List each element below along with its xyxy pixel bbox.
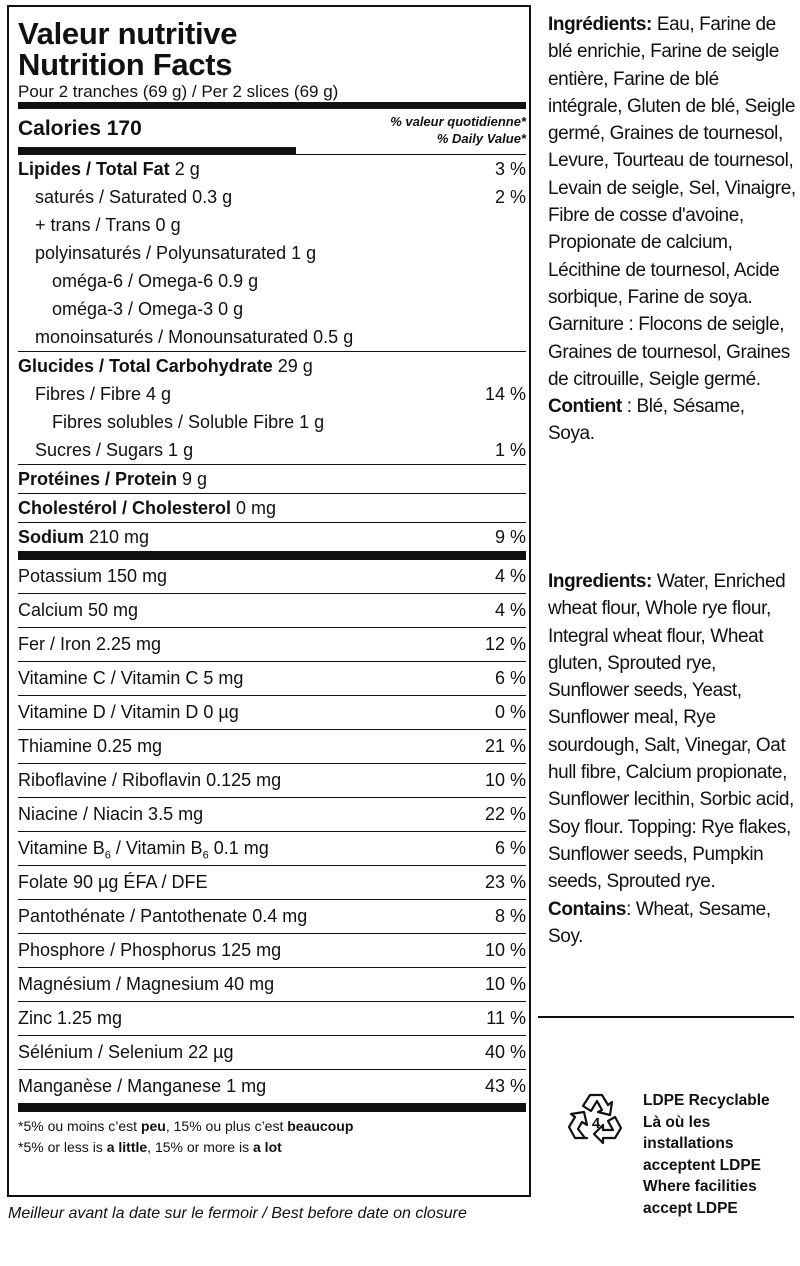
ingredients-fr-text: Eau, Farine de blé enrichie, Farine de seigle entière, Farine de blé intégrale, Gluten de blé, Seigle germé, Graines de tournesol, Levure, Tourteau de tournesol, Levain de seigle, Sel, Vinaigre, Fibre de cosse d'avoine, Propionate de calcium, Lécithine de tournesol, Acide sorbique, Farine de soya. Garniture : Flocons de seigle, Graines de tournesol, Graines de citrouille, Seigle germé. <box>548 14 796 390</box>
nutrient-row <box>18 380 526 408</box>
nutrient-label: Sodium 210 mg <box>18 527 150 547</box>
footnote-fr: *5% ou moins c’est peu, 15% ou plus c’est beaucoup <box>18 1118 354 1134</box>
recycle-ldpe-4-icon <box>563 1085 629 1151</box>
vitamin-percent: 10 % <box>484 770 526 790</box>
title-french: Valeur nutritive <box>18 16 238 51</box>
vitamin-label: Niacine / Niacin 3.5 mg <box>18 804 204 824</box>
vitamin-row <box>18 798 526 831</box>
vitamin-row <box>18 594 526 627</box>
vitamin-row <box>18 696 526 729</box>
vitamin-row <box>18 1002 526 1035</box>
vitamin-row <box>18 1036 526 1069</box>
vitamin-row <box>18 662 526 695</box>
recycling-line: LDPE Recyclable <box>643 1092 770 1109</box>
vitamin-row <box>18 730 526 763</box>
nutrient-row <box>18 211 526 239</box>
nutrition-facts-table <box>7 5 531 1197</box>
nutrient-label: Cholestérol / Cholesterol 0 mg <box>18 498 277 518</box>
ingredients-english <box>548 568 796 950</box>
ingredients-divider <box>538 1016 794 1018</box>
nutrient-label: saturés / Saturated 0.3 g <box>35 187 233 207</box>
vitamin-percent: 10 % <box>484 974 526 994</box>
vitamin-label: Calcium 50 mg <box>18 600 139 620</box>
nutrient-percent: 1 % <box>494 440 526 460</box>
vitamin-row <box>18 832 526 865</box>
recycling-info <box>643 1090 798 1219</box>
nutrient-label: oméga-3 / Omega-3 0 g <box>52 299 244 319</box>
dv-header-en: % Daily Value* <box>436 131 526 146</box>
daily-value-header <box>390 113 526 147</box>
recycling-line: installations <box>643 1135 734 1152</box>
serving-size: Pour 2 tranches (69 g) / Per 2 slices (69 g) <box>18 82 339 101</box>
recycling-line: Where facilities <box>643 1178 757 1195</box>
nutrient-percent: 9 % <box>494 527 526 547</box>
nutrient-row <box>18 436 526 464</box>
calories-underline <box>18 147 296 154</box>
contains-en-label: Contains <box>548 898 627 920</box>
nutrient-row <box>18 323 526 351</box>
nutrient-list <box>18 155 526 551</box>
nutrient-row <box>18 183 526 211</box>
vitamin-percent: 11 % <box>486 1008 526 1028</box>
vitamin-percent: 4 % <box>494 600 526 620</box>
vitamin-row <box>18 764 526 797</box>
nutrient-row <box>18 295 526 323</box>
vitamin-label: Sélénium / Selenium 22 µg <box>18 1042 234 1062</box>
vitamin-label: Vitamine C / Vitamin C 5 mg <box>18 668 244 688</box>
divider-thick-vitamins <box>18 551 526 560</box>
vitamin-percent: 22 % <box>484 804 526 824</box>
nutrient-label: polyinsaturés / Polyunsaturated 1 g <box>35 243 317 263</box>
vitamin-percent: 6 % <box>494 838 526 858</box>
vitamin-label: Riboflavine / Riboflavin 0.125 mg <box>18 770 282 790</box>
nutrient-label: oméga-6 / Omega-6 0.9 g <box>52 271 259 291</box>
vitamin-percent: 4 % <box>494 566 526 586</box>
nutrient-percent: 14 % <box>484 384 526 404</box>
divider-thick <box>18 102 526 109</box>
vitamin-percent: 10 % <box>484 940 526 960</box>
vitamin-label: Phosphore / Phosphorus 125 mg <box>18 940 282 960</box>
vitamin-percent: 23 % <box>484 872 526 892</box>
best-before-note: Meilleur avant la date sur le fermoir / Best before date on closure <box>8 1205 467 1222</box>
ingredients-french <box>548 11 796 448</box>
vitamin-label: Folate 90 µg ÉFA / DFE <box>18 872 208 892</box>
vitamin-row <box>18 628 526 661</box>
vitamin-label: Manganèse / Manganese 1 mg <box>18 1076 267 1096</box>
contains-fr-label: Contient <box>548 396 622 418</box>
vitamin-percent: 8 % <box>494 906 526 926</box>
vitamin-percent: 40 % <box>484 1042 526 1062</box>
recycling-line: Là où les <box>643 1113 711 1131</box>
recycle-code: 4 <box>591 1115 601 1132</box>
ingredients-en-text: Water, Enriched wheat flour, Whole rye flour, Integral wheat flour, Wheat gluten, Sprouted rye, Sunflower seeds, Yeast, Sunflower meal, Rye sourdough, Salt, Vinegar, Oat hull fibre, Calcium propionate, Sunflower lecithin, Sorbic acid, Soy flour. Topping: Rye flakes, Sunflower seeds, Pumpkin seeds, Sprouted rye. <box>548 571 794 893</box>
nutrient-row <box>18 155 526 183</box>
vitamin-label: Pantothénate / Pantothenate 0.4 mg <box>18 906 308 926</box>
nutrient-percent: 3 % <box>494 159 526 179</box>
title-english: Nutrition Facts <box>18 47 233 82</box>
nutrient-label: Protéines / Protein 9 g <box>18 469 208 489</box>
nutrient-row <box>18 267 526 295</box>
vitamin-row <box>18 1070 526 1103</box>
ingredients-en-label: Ingredients: <box>548 571 652 592</box>
vitamin-percent: 0 % <box>494 702 526 722</box>
vitamin-percent: 21 % <box>484 736 526 756</box>
vitamin-row <box>18 934 526 967</box>
contains-fr-text: : Blé, Sésame, Soya. <box>548 396 745 445</box>
vitamin-row <box>18 866 526 899</box>
vitamin-label: Zinc 1.25 mg <box>18 1008 123 1028</box>
nutrient-label: Fibres / Fibre 4 g <box>35 384 172 404</box>
recycling-line: accept LDPE <box>643 1199 738 1217</box>
nutrient-label: Glucides / Total Carbohydrate 29 g <box>18 356 313 376</box>
ingredients-fr-label: Ingrédients: <box>548 14 652 35</box>
vitamin-label: Thiamine 0.25 mg <box>18 736 163 756</box>
recycling-line: acceptent LDPE <box>643 1156 762 1174</box>
vitamin-row <box>18 900 526 933</box>
vitamin-label: Potassium 150 mg <box>18 566 168 586</box>
nutrient-row <box>18 239 526 267</box>
vitamin-percent: 43 % <box>484 1076 526 1096</box>
nutrition-facts-inner <box>18 7 526 1158</box>
nutrient-label: Lipides / Total Fat 2 g <box>18 159 200 179</box>
vitamin-row <box>18 968 526 1001</box>
vitamin-label: Vitamine $B_6$ / Vitamin $B_6$ 0.1 mg <box>18 838 269 862</box>
vitamin-label: Fer / Iron 2.25 mg <box>18 634 162 654</box>
nutrient-row <box>18 494 526 522</box>
calories-label: Calories 170 <box>18 117 142 140</box>
vitamin-row <box>18 560 526 593</box>
dv-header-fr: % valeur quotidienne* <box>390 114 526 129</box>
vitamin-percent: 12 % <box>484 634 526 654</box>
nutrient-row <box>18 465 526 493</box>
nutrient-row <box>18 408 526 436</box>
contains-en-text: : Wheat, Sesame, Soy. <box>548 898 771 947</box>
nutrient-percent: 2 % <box>494 187 526 207</box>
footnote <box>18 1116 526 1158</box>
nutrient-label: monoinsaturés / Monounsaturated 0.5 g <box>35 327 354 347</box>
divider-thick-footnote <box>18 1103 526 1112</box>
nutrient-label: Fibres solubles / Soluble Fibre 1 g <box>52 412 325 432</box>
footnote-en: *5% or less is a little, 15% or more is a lot <box>18 1139 282 1155</box>
vitamin-label: Vitamine D / Vitamin D 0 µg <box>18 702 239 722</box>
nutrient-row <box>18 352 526 380</box>
nutrient-label: + trans / Trans 0 g <box>35 215 181 235</box>
vitamin-percent: 6 % <box>494 668 526 688</box>
vitamin-mineral-list <box>18 560 526 1103</box>
vitamin-label: Magnésium / Magnesium 40 mg <box>18 974 275 994</box>
nutrient-label: Sucres / Sugars 1 g <box>35 440 194 460</box>
nutrient-row <box>18 523 526 551</box>
calories-row <box>18 109 526 154</box>
